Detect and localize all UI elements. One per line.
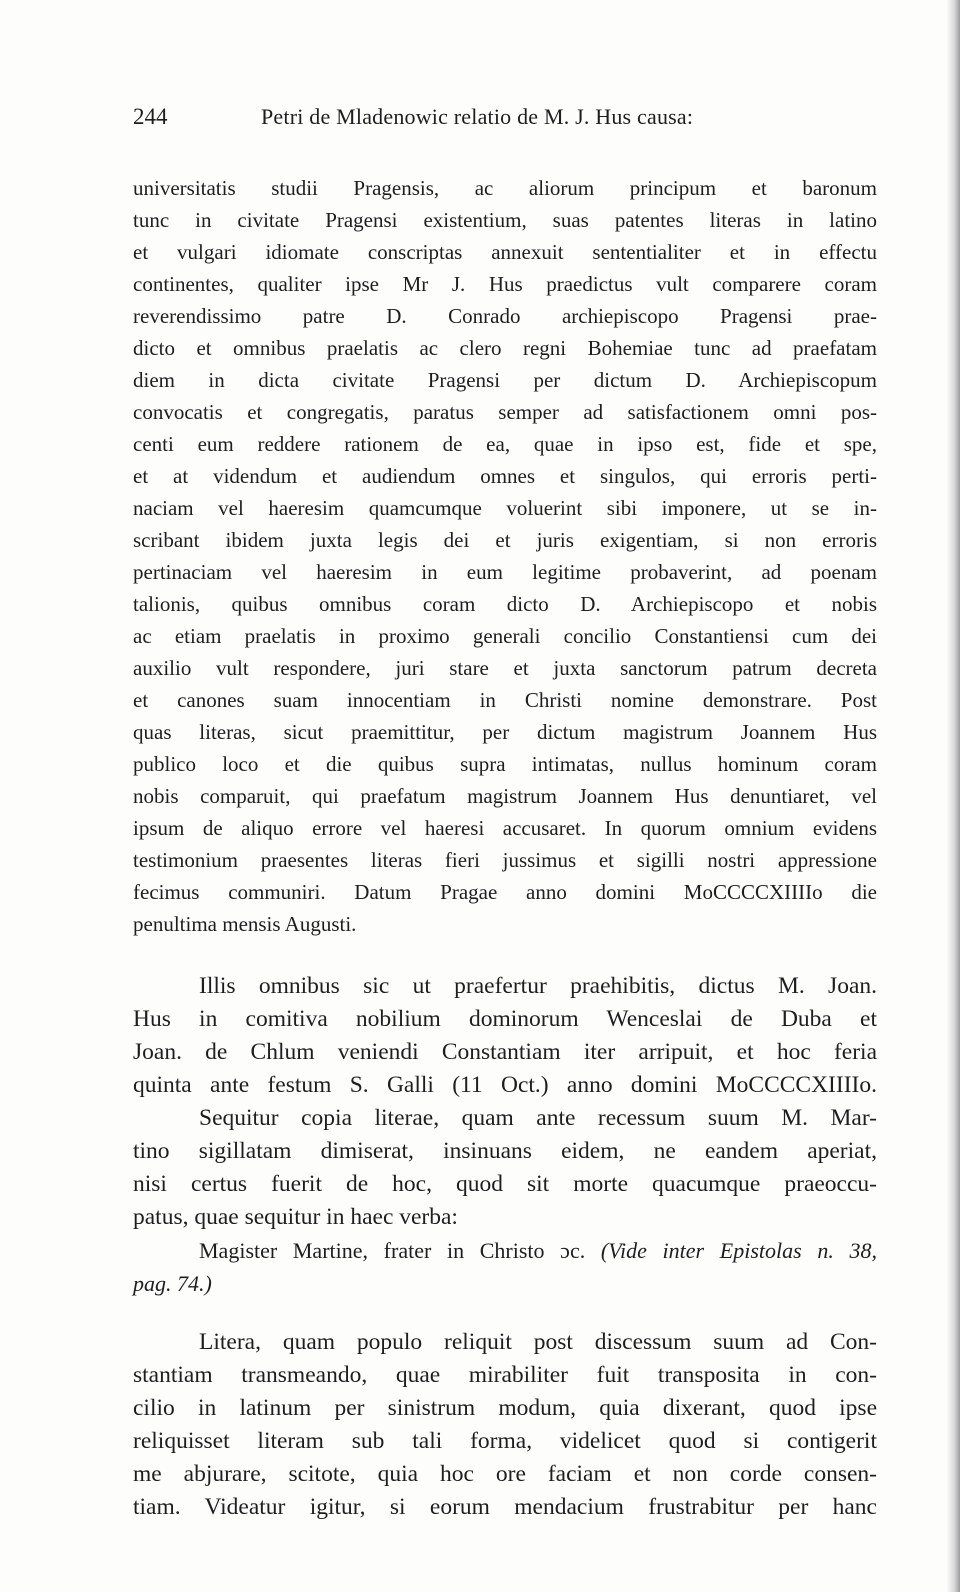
- text-line: auxilio vult respondere, juri stare et juxta sanctorum patrum decreta: [133, 656, 877, 680]
- text-line: et at videndum et audiendum omnes et singulos, qui erroris perti-: [133, 464, 877, 488]
- page-number: 244: [133, 104, 168, 129]
- text-line: me abjurare, scitote, quia hoc ore faciam et non corde consen-: [133, 1461, 877, 1487]
- text-line: tiam. Videatur igitur, si eorum mendacium frustrabitur per hanc: [133, 1494, 877, 1520]
- text-line: penultima mensis Augusti.: [133, 912, 357, 936]
- text-line: universitatis studii Pragensis, ac aliorum principum et baronum: [133, 176, 877, 200]
- text-line: talionis, quibus omnibus coram dicto D. Archiepiscopo et nobis: [133, 592, 877, 616]
- text-line: fecimus communiri. Datum Pragae anno domini MoCCCCXIIIIo die: [133, 880, 877, 904]
- text-line: quinta ante festum S. Galli (11 Oct.) anno domini MoCCCCXIIIIo.: [133, 1072, 877, 1098]
- text-line: patus, quae sequitur in haec verba:: [133, 1204, 458, 1230]
- text-line: tino sigillatam dimiserat, insinuans eidem, ne eandem aperiat,: [133, 1138, 877, 1164]
- text-line: Joan. de Chlum veniendi Constantiam iter arripuit, et hoc feria: [133, 1039, 877, 1065]
- text-line: Illis omnibus sic ut praefertur praehibitis, dictus M. Joan.: [199, 973, 877, 999]
- quote-line: [133, 1234, 877, 1267]
- text-line: centi eum reddere rationem de ea, quae in ipso est, fide et spe,: [133, 432, 877, 456]
- text-line: cilio in latinum per sinistrum modum, quia dixerant, quod ipse: [133, 1395, 877, 1421]
- text-line: testimonium praesentes literas fieri jussimus et sigilli nostri appressione: [133, 848, 877, 872]
- quoted-letter: [133, 1234, 877, 1300]
- text-line: pertinaciam vel haeresim in eum legitime probaverint, ad poenam: [133, 560, 877, 584]
- text-line: nobis comparuit, qui praefatum magistrum Joannem Hus denuntiaret, vel: [133, 784, 877, 808]
- text-line: publico loco et die quibus supra intimatas, nullus hominum coram: [133, 752, 877, 776]
- text-line: stantiam transmeando, quae mirabiliter fuit transposita in con-: [133, 1362, 877, 1388]
- text-line: nisi certus fuerit de hoc, quod sit morte quacumque praeoccu-: [133, 1171, 877, 1197]
- text-line: et vulgari idiomate conscriptas annexuit sententialiter et in effectu: [133, 240, 877, 264]
- text-line: Sequitur copia literae, quam ante recessum suum M. Mar-: [199, 1105, 877, 1131]
- running-head: [133, 104, 873, 136]
- paragraph-gap: [133, 1300, 877, 1326]
- scan-edge-shadow: [946, 0, 960, 1592]
- text-line: dicto et omnibus praelatis ac clero regni Bohemiae tunc ad praefatam: [133, 336, 877, 360]
- text-line: naciam vel haeresim quamcumque voluerint sibi imponere, ut se in-: [133, 496, 877, 520]
- quote-reference-cont: pag. 74.): [133, 1271, 212, 1296]
- text-line: convocatis et congregatis, paratus semper ad satisfactionem omni pos-: [133, 400, 877, 424]
- text-line: quas literas, sicut praemittitur, per dictum magistrum Joannem Hus: [133, 720, 877, 744]
- quote-reference: (Vide inter Epistolas n. 38,: [600, 1238, 877, 1263]
- text-line: ipsum de aliquo errore vel haeresi accusaret. In quorum omnium evidens: [133, 816, 877, 840]
- text-line: tunc in civitate Pragensi existentium, suas patentes literas in latino: [133, 208, 877, 232]
- quote-text: Magister Martine, frater in Christo ɔc.: [199, 1238, 586, 1263]
- text-line: et canones suam innocentiam in Christi nomine demonstrare. Post: [133, 688, 877, 712]
- text-line: reverendissimo patre D. Conrado archiepiscopo Pragensi prae-: [133, 304, 877, 328]
- paragraph-1: [133, 172, 877, 940]
- text-line: ac etiam praelatis in proximo generali concilio Constantiensi cum dei: [133, 624, 877, 648]
- text-line: Litera, quam populo reliquit post discessum suum ad Con-: [199, 1329, 877, 1355]
- text-line: reliquisset literam sub tali forma, videlicet quod si contigerit: [133, 1428, 877, 1454]
- text-line: scribant ibidem juxta legis dei et juris exigentiam, si non erroris: [133, 528, 877, 552]
- body-text: [133, 172, 877, 1524]
- running-title: Petri de Mladenowic relatio de M. J. Hus causa:: [261, 104, 694, 129]
- text-line: continentes, qualiter ipse Mr J. Hus praedictus vult comparere coram: [133, 272, 877, 296]
- text-line: Hus in comitiva nobilium dominorum Wenceslai de Duba et: [133, 1006, 877, 1032]
- paragraph-3: [133, 1102, 877, 1234]
- paragraph-2: [133, 970, 877, 1102]
- text-line: diem in dicta civitate Pragensi per dictum D. Archiepiscopum: [133, 368, 877, 392]
- paragraph-4: [133, 1326, 877, 1524]
